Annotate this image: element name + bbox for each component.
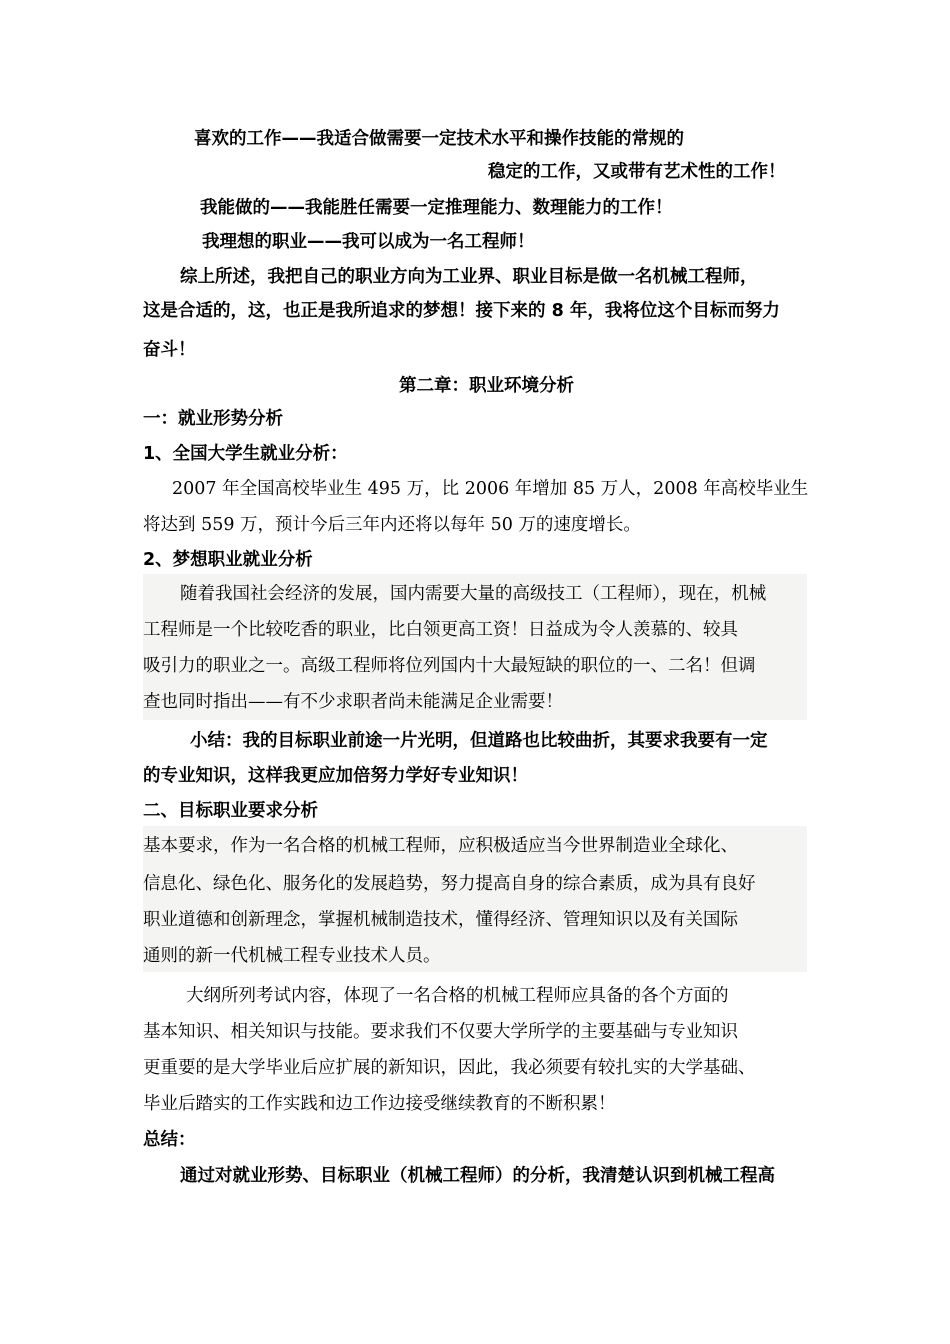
syllabus-line-2: 基本知识、相关知识与技能。要求我们不仅要大学所学的主要基础与专业知识 xyxy=(143,1022,738,1042)
total-heading: 总结： xyxy=(143,1130,196,1150)
syllabus-line-1: 大纲所列考试内容，体现了一名合格的机械工程师应具备的各个方面的 xyxy=(186,986,729,1006)
subsection-1-heading: 1、全国大学生就业分析： xyxy=(143,444,348,464)
intro-line-1: 喜欢的工作——我适合做需要一定技术水平和操作技能的常规的 xyxy=(194,129,684,149)
summary-line-3: 奋斗！ xyxy=(143,340,196,360)
intro-line-2: 稳定的工作，又或带有艺术性的工作！ xyxy=(488,162,786,182)
syllabus-line-4: 毕业后踏实的工作实践和边工作边接受继续教育的不断积累！ xyxy=(143,1094,616,1114)
chapter-title: 第二章：职业环境分析 xyxy=(399,376,574,396)
requirements-line-2: 信息化、绿色化、服务化的发展趋势，努力提高自身的综合素质，成为具有良好 xyxy=(143,874,756,894)
subsection-conclusion-line-1: 小结：我的目标职业前途一片光明，但道路也比较曲折，其要求我要有一定 xyxy=(190,731,768,751)
summary-line-1: 综上所述，我把自己的职业方向为工业界、职业目标是做一名机械工程师， xyxy=(180,267,758,287)
summary-line-2: 这是合适的，这，也正是我所追求的梦想！接下来的 8 年，我将位这个目标而努力 xyxy=(143,301,780,321)
dream-job-line-3: 吸引力的职业之一。高级工程师将位列国内十大最短缺的职位的一、二名！但调 xyxy=(143,656,756,676)
subsection-2-heading: 2、梦想职业就业分析 xyxy=(143,550,313,570)
requirements-line-1: 基本要求，作为一名合格的机械工程师，应积极适应当今世界制造业全球化、 xyxy=(143,836,738,856)
section-2-heading: 二、目标职业要求分析 xyxy=(143,801,318,821)
requirements-line-3: 职业道德和创新理念，掌握机械制造技术，懂得经济、管理知识以及有关国际 xyxy=(143,910,738,930)
syllabus-line-3: 更重要的是大学毕业后应扩展的新知识，因此，我必须要有较扎实的大学基础、 xyxy=(143,1058,756,1078)
intro-line-4: 我理想的职业——我可以成为一名工程师！ xyxy=(202,232,535,252)
employment-stats-line-1: 2007 年全国高校毕业生 495 万，比 2006 年增加 85 万人，2008 年高校毕业生 xyxy=(172,479,809,499)
subsection-conclusion-line-2: 的专业知识，这样我更应加倍努力学好专业知识！ xyxy=(143,766,528,786)
requirements-line-4: 通则的新一代机械工程专业技术人员。 xyxy=(143,946,441,966)
dream-job-line-4: 查也同时指出——有不少求职者尚未能满足企业需要！ xyxy=(143,692,563,712)
employment-stats-line-2: 将达到 559 万，预计今后三年内还将以每年 50 万的速度增长。 xyxy=(143,515,641,535)
intro-line-3: 我能做的——我能胜任需要一定推理能力、数理能力的工作！ xyxy=(200,198,673,218)
section-1-heading: 一：就业形势分析 xyxy=(143,409,283,429)
dream-job-line-2: 工程师是一个比较吃香的职业，比白领更高工资！日益成为令人羡慕的、较具 xyxy=(143,620,738,640)
dream-job-line-1: 随着我国社会经济的发展，国内需要大量的高级技工（工程师），现在，机械 xyxy=(180,584,767,604)
total-line-1: 通过对就业形势、目标职业（机械工程师）的分析，我清楚认识到机械工程高 xyxy=(180,1166,775,1186)
